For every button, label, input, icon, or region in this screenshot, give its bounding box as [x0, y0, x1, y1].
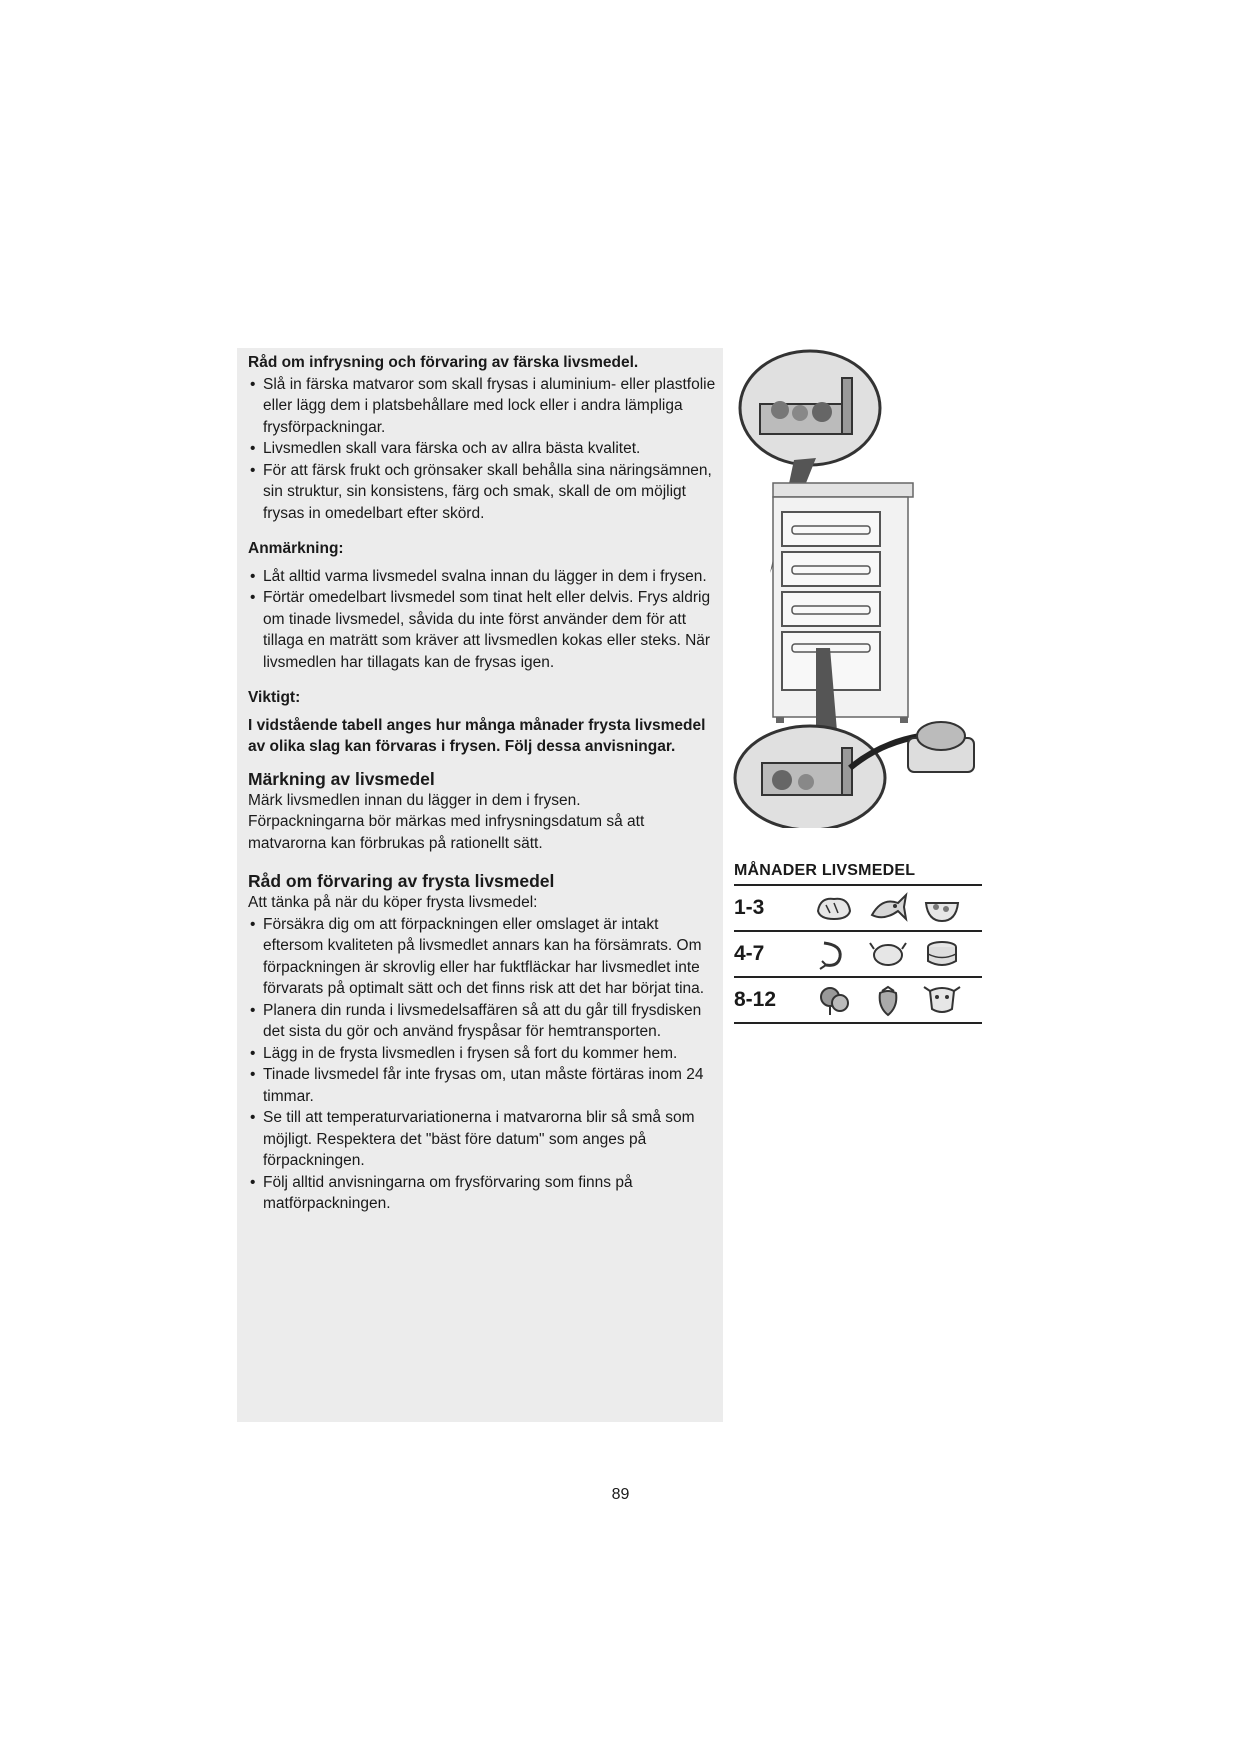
section-title-important: Viktigt:	[248, 689, 301, 706]
labeling-line: Märk livsmedlen innan du lägger in dem i frysen.	[248, 791, 581, 809]
cow-icon	[922, 983, 962, 1017]
table-row	[734, 978, 982, 1024]
months-cell: 1-3	[734, 896, 765, 919]
list-item: • Se till att temperaturvariationerna i matvarorna blir så små som möjligt. Respektera det "bäst före datum" som anges på förpackningen.	[248, 1107, 716, 1172]
list-item: • Låt alltid varma livsmedel svalna innan du lägger in dem i frysen.	[248, 566, 716, 588]
list-item: • Slå in färska matvaror som skall frysas i aluminium- eller plastfolie eller lägg dem i platsbehållare med lock eller i andra lämpliga frysförpackningar.	[248, 374, 716, 439]
months-cell: 8-12	[734, 988, 777, 1011]
main-text-column	[248, 352, 716, 1215]
page-number: 89	[611, 1486, 630, 1503]
section-title-fresh-food: Råd om infrysning och förvaring av färska livsmedel.	[248, 354, 639, 371]
list-item: • Följ alltid anvisningarna om frysförvaring som finns på matförpackningen.	[248, 1172, 716, 1215]
shrimp-icon	[814, 937, 854, 971]
note-list	[248, 566, 716, 674]
bread-icon	[814, 891, 854, 925]
list-item: • Planera din runda i livsmedelsaffären så att du går till frysdisken det sista du gör och använd fryspåsar för hemtransporten.	[248, 1000, 716, 1043]
soup-bowl-icon	[922, 891, 962, 925]
list-item: • Försäkra dig om att förpackningen eller omslaget är intakt eftersom kvaliteten på livsmedlet annars kan ha försämrats. Om förpackningen är skrovlig eller har fuktfläckar har livsmedlet inte förvarats på optimalt sätt och det finns risk att det har börjat tina.	[248, 914, 716, 1000]
frozen-storage-intro: Att tänka på när du köper frysta livsmedel:	[248, 894, 538, 911]
labeling-line: Förpackningarna bör märkas med infrysningsdatum så att matvarorna kan förbrukas på rationellt sätt.	[248, 813, 645, 852]
fish-icon	[868, 891, 908, 925]
list-item: • Livsmedlen skall vara färska och av allra bästa kvalitet.	[248, 438, 716, 460]
strawberry-icon	[868, 983, 908, 1017]
table-header: MÅNADER LIVSMEDEL	[734, 862, 982, 886]
storage-months-table	[734, 862, 982, 1024]
months-cell: 4-7	[734, 942, 765, 965]
section-title-frozen-storage: Råd om förvaring av frysta livsmedel	[248, 871, 555, 891]
freezer-illustration	[730, 348, 990, 828]
list-item: • Förtär omedelbart livsmedel som tinat helt eller delvis. Frys aldrig om tinade livsmedel, såvida du inte först använder dem för att tillaga en maträtt som kräver att livsmedlen kokas eller steks. När livsmedlen har tillagats kan de frysas igen.	[248, 587, 716, 673]
list-item: • För att färsk frukt och grönsaker skall behålla sina näringsämnen, sin struktur, sin konsistens, färg och smak, skall de om möjligt frysas in omedelbart efter skörd.	[248, 460, 716, 525]
cake-icon	[922, 937, 962, 971]
fresh-food-list	[248, 374, 716, 525]
table-row	[734, 932, 982, 978]
chicken-icon	[868, 937, 908, 971]
list-item: • Tinade livsmedel får inte frysas om, utan måste förtäras inom 24 timmar.	[248, 1064, 716, 1107]
important-text: I vidstående tabell anges hur många månader frysta livsmedel av olika slag kan förvaras i frysen. Följ dessa anvisningar.	[248, 716, 706, 755]
section-title-note: Anmärkning:	[248, 540, 344, 557]
list-item: • Lägg in de frysta livsmedlen i frysen så fort du kommer hem.	[248, 1043, 716, 1065]
section-title-labeling: Märkning av livsmedel	[248, 768, 435, 789]
vegetables-icon	[814, 983, 854, 1017]
table-row	[734, 886, 982, 932]
frozen-storage-list	[248, 914, 716, 1215]
